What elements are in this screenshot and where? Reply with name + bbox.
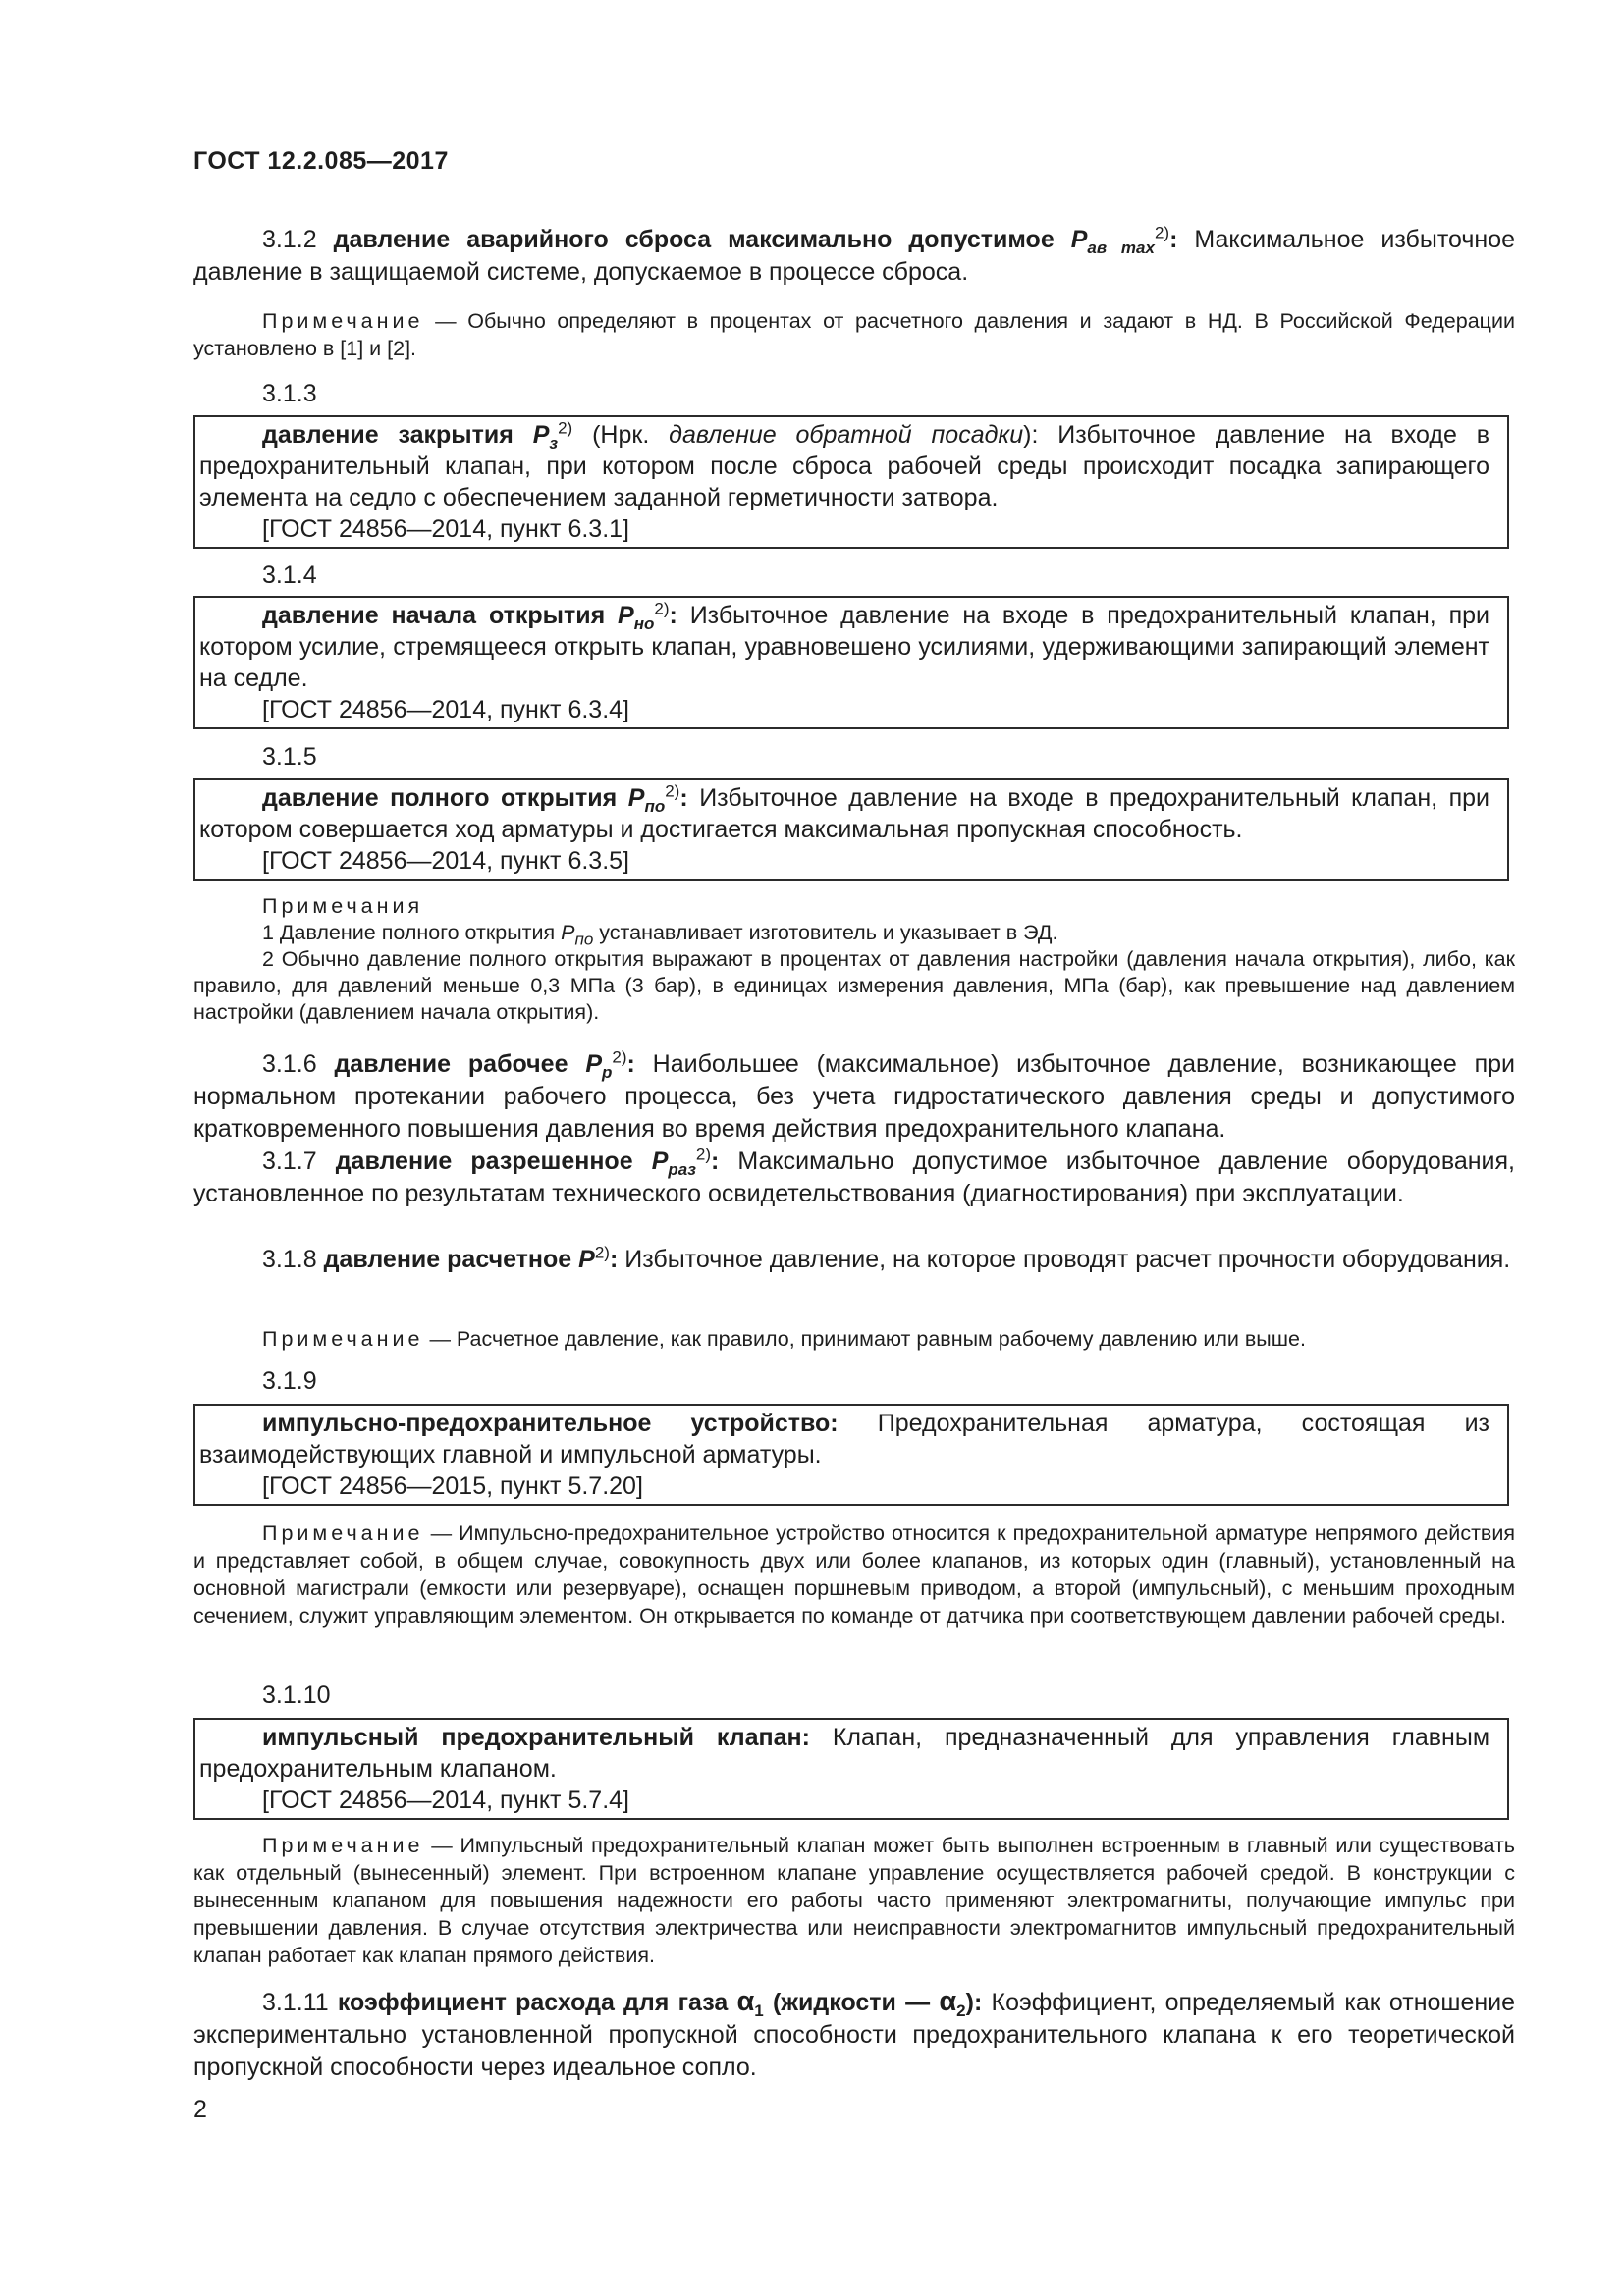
- term-box-3-1-10: импульсный предохранительный клапан: Клапан, предназначенный для управления главным предохранительным клапаном. [ГОСТ 24856—2014, пункт 5.7.4]: [193, 1718, 1509, 1820]
- term: давление аварийного сброса максимально допустимое: [333, 226, 1055, 253]
- term-box-3-1-4: давление начала открытия $P_{но}^{2)}$: Избыточное давление на входе в предохранительный клапан, при котором усилие, стремящееся открыть клапан, уравновешено усилиями, удерживающими запирающий элемент на седле. [ГОСТ 24856—2014, пункт 6.3.4]: [193, 596, 1509, 729]
- term-box-3-1-3: давление закрытия $P_з^{2)}$ (Нрк. давление обратной посадки): Избыточное давление на входе в предохранительный клапан, при котором после сброса рабочей среды происходит посадка запирающего элемента на седло с обеспечением заданной герметичности затвора. [ГОСТ 24856—2014, пункт 6.3.1]: [193, 415, 1509, 549]
- clause-3-1-7: 3.1.7 давление разрешенное $P_{раз}^{2)}$: Максимально допустимое избыточное давление оборудования, установленное по результатам технического освидетельствования (диагностирования) при эксплуатации.: [193, 1145, 1515, 1207]
- reference: [ГОСТ 24856—2014, пункт 5.7.4]: [262, 1787, 629, 1814]
- term-box-3-1-9: импульсно-предохранительное устройство: Предохранительная арматура, состоящая из взаимодействующих главной и импульсной арматуры. [ГОСТ 24856—2015, пункт 5.7.20]: [193, 1404, 1509, 1506]
- note-3-1-2: Примечание — Обычно определяют в процентах от расчетного давления и задают в НД. В Российской Федерации установлено в [1] и [2].: [193, 309, 1515, 360]
- clause-3-1-11: 3.1.11 коэффициент расхода для газа $\alpha_1$ (жидкости — $\alpha_2$): Коэффициент, определяемый как отношение экспериментально установленной пропускной способности предохранительного клапана к его теоретической пропускной способности через идеальное сопло.: [193, 1986, 1516, 2081]
- clause-number: 3.1.3: [262, 380, 317, 407]
- note-3-1-8: Примечание — Расчетное давление, как правило, принимают равным рабочему давлению или выше.: [262, 1327, 1306, 1351]
- clause-3-1-6: 3.1.6 давление рабочее $P_р^{2)}$: Наибольшее (максимальное) избыточное давление, возникающее при нормальном протекании рабочего процесса, без учета гидростатического давления среды и допустимого кратковременного повышения давления во время действия предохранительного клапана.: [193, 1047, 1515, 1143]
- reference: [ГОСТ 24856—2014, пункт 6.3.5]: [262, 847, 629, 875]
- note-item: 2 Обычно давление полного открытия выражают в процентах от давления настройки (давления начала открытия), либо, как правило, для давлений меньше 0,3 МПа (3 бар), в единицах измерения давления, МПа (бар), как превышение над давлением настройки (давлением начала открытия).: [193, 947, 1515, 1024]
- term-box-3-1-5: давление полного открытия $P_{по}^{2)}$: Избыточное давление на входе в предохранительный клапан, при котором совершается ход арматуры и достигается максимальная пропускная способность. [ГОСТ 24856—2014, пункт 6.3.5]: [193, 778, 1509, 881]
- clause-number: 3.1.5: [262, 743, 317, 771]
- note-3-1-10: Примечание — Импульсный предохранительный клапан может быть выполнен встроенным в главный или существовать как отдельный (вынесенный) элемент. При встроенном клапане управление осуществляется рабочей средой. В конструкции с вынесенным клапаном для повышения надежности его работы часто применяют электромагниты, получающие импульс при превышении давления. В случае отсутствия электричества или неисправности электромагнитов импульсный предохранительный клапан работает как клапан прямого действия.: [193, 1834, 1515, 1967]
- reference: [ГОСТ 24856—2015, пункт 5.7.20]: [262, 1472, 643, 1500]
- clause-number: 3.1.9: [262, 1367, 317, 1395]
- note-item: 1 Давление полного открытия $P_{по}$ устанавливает изготовитель и указывает в ЭД.: [262, 921, 1058, 949]
- clause-number: 3.1.4: [262, 561, 317, 589]
- symbol: $P_{ав max}$: [1070, 226, 1155, 257]
- clause-3-1-8: 3.1.8 давление расчетное $P^{2)}$: Избыточное давление, на которое проводят расчет прочности оборудования.: [262, 1243, 1511, 1273]
- clause-3-1-2: 3.1.2 давление аварийного сброса максимально допустимое $P_{ав max}^{2)}$: Максимальное избыточное давление в защищаемой системе, допускаемое в процессе сброса.: [193, 223, 1516, 286]
- notes-3-1-5: Примечания 1 Давление полного открытия $P_{по}$ устанавливает изготовитель и указывает в ЭД. 2 Обычно давление полного открытия выражают в процентах от давления настройки (давления начала открытия), либо, как правило, для давлений меньше 0,3 МПа (3 бар), в единицах измерения давления, МПа (бар), как превышение над давлением настройки (давлением начала открытия).: [193, 894, 1515, 1024]
- clause-number: 3.1.10: [262, 1682, 331, 1709]
- page-number: 2: [193, 2096, 207, 2123]
- reference: [ГОСТ 24856—2014, пункт 6.3.4]: [262, 696, 629, 723]
- page-header: ГОСТ 12.2.085—2017: [193, 147, 449, 175]
- reference: [ГОСТ 24856—2014, пункт 6.3.1]: [262, 515, 629, 543]
- note-3-1-9: Примечание — Импульсно-предохранительное устройство относится к предохранительной арматуре непрямого действия и представляет собой, в общем случае, совокупность двух или более клапанов, из которых один (главный), установленный на основной магистрали (емкости или резервуаре), оснащен поршневым приводом, а второй (импульсный), с меньшим проходным сечением, служит управляющим элементом. Он открывается по команде от датчика при соответствующем давлении рабочей среды.: [193, 1522, 1515, 1628]
